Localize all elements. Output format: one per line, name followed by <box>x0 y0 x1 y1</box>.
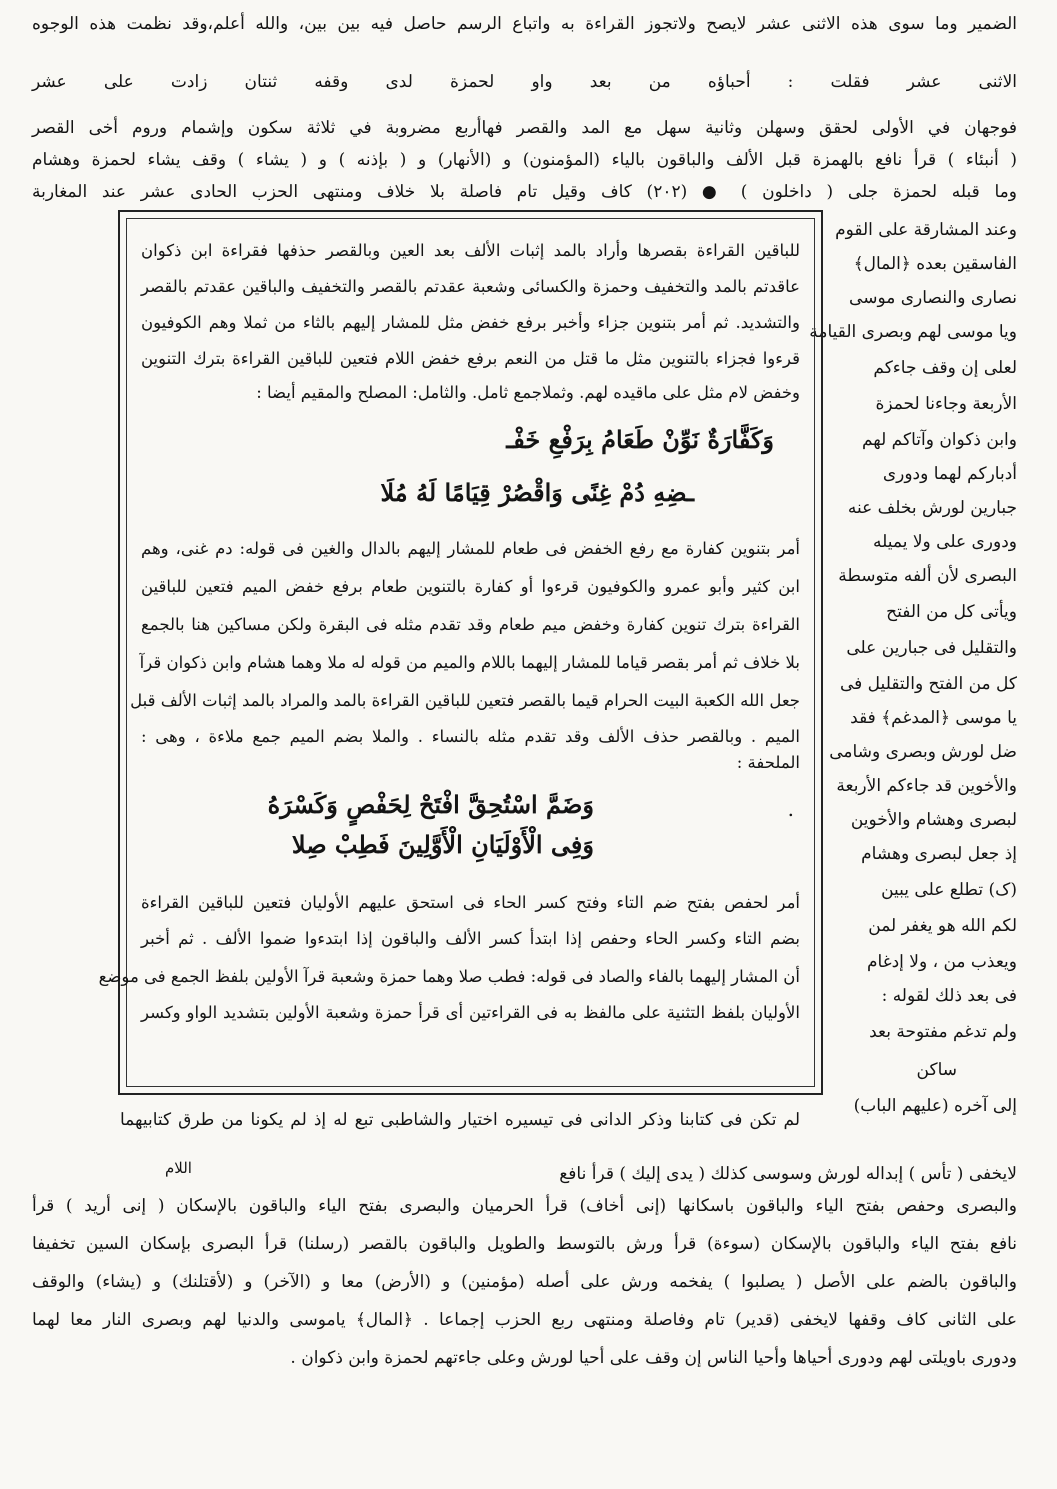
bottom-line-6: ودورى باويلتى لهم ودورى أحياها وأحيا الناس إن وقف على أحيا لورش وعلى جاءتهم لحمزة وابن ذكوان . <box>290 1348 1017 1368</box>
side-line: الأربعة وجاءنا لحمزة <box>875 394 1017 414</box>
side-line: كل من الفتح والتقليل فى <box>839 674 1017 694</box>
side-line: ساكن <box>916 1060 957 1080</box>
side-line: ويا موسى لهم وبصرى القيامة <box>809 322 1017 342</box>
side-line: الفاسقين بعده ﴿المال﴾ <box>853 254 1017 274</box>
side-line: إذ جعل لبصرى وهشام <box>861 844 1017 864</box>
top-line-4: ( أنبئاء ) قرأ نافع بالهمزة قبل الألف والباقون بالياء (المؤمنون) و (الأنهار) و ( بإذنه ) و ( يشاء ) وقف يشاء لحمزة وهشام <box>32 150 1017 170</box>
top-line-1: الضمير وما سوى هذه الاثنى عشر لايصح ولاتجوز القراءة به واتباع الرسم حاصل فيه بين بين، والله أعلم،وقد نظمت هذه الوجوه <box>32 14 1017 34</box>
bottom-line-4: والباقون بالضم على الأصل ( يصلبوا ) يفخمه ورش على أصله (مؤمنين) و (الأرض) معا و (الآخر) و (لأقتلنك) و (يشاء) والوقف <box>32 1272 1017 1292</box>
top-line-2: الاثنى عشر فقلت : أحباؤه من بعد واو لحمزة لدى وقفه ثنتان زادت على عشر <box>32 72 1017 92</box>
box-line: أن المشار إليهما بالفاء والصاد فى قوله: فطب صلا وهما حمزة وشعبة قرآ الأولين بلفظ الجمع فى موضع <box>98 967 800 986</box>
side-line: ويأتى كل من الفتح <box>886 602 1017 622</box>
box-line: الأوليان بلفظ التثنية على مالفظ به فى القراءتين أى قرأ حمزة وشعبة الأولين بتشديد الواو وكسر <box>141 1003 800 1022</box>
box-line: والتشديد. ثم أمر بتنوين جزاء وأخبر برفع خفض مثل للمشار إليهم بالثاء من ثملا وهم الكوفيون <box>141 313 800 332</box>
bottom-line-5: على الثانى كاف وقفها لايخفى (قدير) تام وفاصلة ومنتهى ربع الحزب إجماعا . ﴿المال﴾ ياموسى والدنيا لهم وبصرى النار معا لهما <box>32 1310 1017 1330</box>
side-line: ضل لورش وبصرى وشامى <box>829 742 1017 762</box>
box-line: بضم التاء وكسر الحاء وحفص إذا ابتدأ كسر الألف والباقون إذا ابتدءوا ضموا الألف . ثم أخبر <box>141 929 800 948</box>
box-line: وخفض لام مثل على ماقيده لهم. وثملاجمع ثامل. والثامل: المصلح والمقيم أيضا : <box>256 383 800 402</box>
side-line: نصارى والنصارى موسى <box>849 288 1017 308</box>
side-line: وابن ذكوان وآتاكم لهم <box>861 430 1017 450</box>
side-line: جبارين لورش بخلف عنه <box>847 498 1017 518</box>
box-line: أمر لحفص بفتح ضم التاء وفتح كسر الحاء فى استحق عليهم الأوليان فتعين للباقين القراءة <box>141 893 800 912</box>
side-line: البصرى لأن ألفه متوسطة <box>838 566 1017 586</box>
side-line: لعلى إن وقف جاءكم <box>873 358 1017 378</box>
box-line: ابن كثير وأبو عمرو والكوفيون قرءوا أو كفارة بالتنوين طعام برفع خفض الميم فتعين للباقين <box>141 577 800 596</box>
box-line: للباقين القراءة بقصرها وأراد بالمد إثبات الألف بعد العين وبالقصر حذفها فقراءة ابن ذكوان <box>141 241 800 260</box>
box-line: جعل الله الكعبة البيت الحرام قيما بالقصر فتعين للباقين القراءة بالمد والمراد بالمد إثبات الألف قبل <box>130 691 800 710</box>
verse-line-3: وَضَمَّ اسْتُحِقَّ افْتَحْ لِحَفْصٍ وَكَسْرَهُ <box>267 790 594 819</box>
side-line: ولم تدغم مفتوحة بعد <box>869 1022 1017 1042</box>
side-line: والأخوين قد جاءكم الأربعة <box>836 776 1017 796</box>
box-line: عاقدتم بالمد والتخفيف وحمزة والكسائى وشعبة عقدتم بالقصر والتخفيف والباقين عقدتم بالقصر <box>141 277 800 296</box>
box-footer-line: لم تكن فى كتابنا وذكر الدانى فى تيسيره اختيار والشاطبى تبع له إذ لم يكونا من طرق كتابيهما <box>120 1110 800 1130</box>
side-line: وعند المشارقة على القوم <box>835 220 1017 240</box>
verse-line-2: ـضِهِ دُمْ غِنًى وَاقْصُرْ قِيَامًا لَهُ مُلَا <box>380 478 694 507</box>
top-line-5: وما قبله لحمزة جلى ( داخلون ) ● (٢٠٢) كاف وقيل تام فاصلة بلا خلاف ومنتهى الحزب الحادى عشر عند المغاربة <box>32 182 1017 202</box>
verse-dot: . <box>787 797 794 821</box>
side-line: (ک) تطلع على يبين <box>881 880 1017 900</box>
bottom-line-3: نافع بفتح الياء والباقون بالإسكان (سوءة) قرأ ورش بالتوسط والطويل والباقون بالقصر (رسلنا) قرأ البصرى بإسكان السين تخفيفا <box>32 1234 1017 1254</box>
side-line: لكم الله هو يغفر لمن <box>868 916 1017 936</box>
side-line: إلى آخره (عليهم الباب) <box>853 1096 1017 1116</box>
verse-line-1: وَكَفَّارَةٌ نَوِّنْ طَعَامُ بِرَفْعِ خَفْـ <box>506 425 774 454</box>
box-line: القراءة بترك تنوين كفارة وخفض ميم طعام وقد تقدم مثله فى البقرة ولكن مساكين هنا بالجمع <box>141 615 800 634</box>
side-line: ودورى على ولا يميله <box>873 532 1017 552</box>
box-line: أمر بتنوين كفارة مع رفع الخفض فى طعام للمشار إليهم بالدال والغين فى قوله: دم غنى، وهم <box>141 539 800 558</box>
side-line: فى بعد ذلك لقوله : <box>881 986 1017 1006</box>
side-line: لبصرى وهشام والأخوين <box>850 810 1017 830</box>
side-line: ويعذب من ، ولا إدغام <box>866 952 1017 972</box>
side-line: والتقليل فى جبارين على <box>846 638 1017 658</box>
bottom-note: اللام <box>165 1159 192 1177</box>
box-line: بلا خلاف ثم أمر بقصر قياما للمشار إليهما باللام والميم من قوله له ملا وهما هشام وابن ذكوان قرآ <box>139 653 800 672</box>
bottom-line-1: لايخفى ( تأس ) إبداله لورش وسوسى كذلك ( يدى إليك ) قرأ نافع <box>559 1164 1017 1184</box>
box-line: الملحفة : <box>736 753 800 772</box>
commentary-inner-frame <box>98 218 815 1087</box>
box-line: الميم . وبالقصر حذف الألف وقد تقدم مثله بالنساء . والملا بضم الميم جمع ملاءة ، وهى : <box>141 727 800 746</box>
commentary-frame <box>98 210 823 1095</box>
box-line: قرءوا فجزاء بالتنوين مثل ما قتل من النعم برفع خفض اللام فتعين للباقين القراءة بترك التنوين <box>141 349 800 368</box>
top-line-3: فوجهان في الأولى لحقق وسهلن وثانية سهل مع المد والقصر فهاأربع مضروبة في ثلاثة سكون وإشمام وروم أخى القصر <box>32 118 1017 138</box>
verse-line-4: وَفِى الْأَوْلَيَانِ الْأَوَّلِينَ فَطِبْ صِلا <box>291 830 594 859</box>
bottom-line-2: والبصرى وحفص بفتح الياء والباقون باسكانها (إنى أخاف) قرأ الحرميان والبصرى بفتح الياء والباقون بالإسكان ( إنى أريد ) قرأ <box>32 1196 1017 1216</box>
side-line: يا موسى ﴿المدغم﴾ فقد <box>850 708 1017 728</box>
side-line: أدباركم لهما ودورى <box>882 464 1017 484</box>
